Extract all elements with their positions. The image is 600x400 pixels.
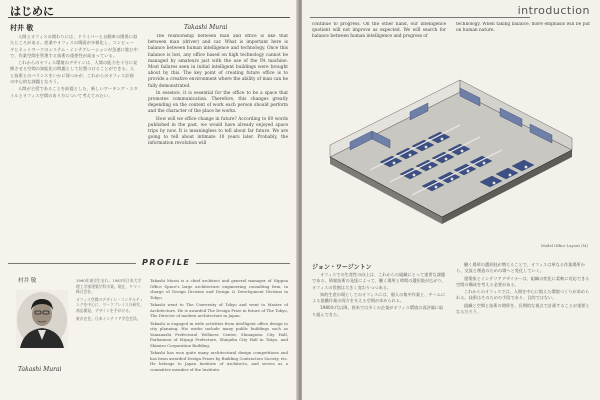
paragraph: 組織と空間と技術の関係を、長期的な視点で計画することが重要となるだろう。 xyxy=(456,302,590,315)
continued-text-a: continue to progress. On the other hand, our intelligence quotient will not improve as expected. We will search for balance between human intelligence and progress of xyxy=(312,22,446,40)
paragraph: 1980年代以降、欧米では多くの企業がオフィス環境の再評価に取り組んできた。 xyxy=(312,305,444,317)
paragraph: オフィスでの生産性の向上は、これからの組織にとって重要な課題である。情報技術の発達によって、働く場所と時間の選択肢が広がり、オフィスの役割は大きく変わりつつある。 xyxy=(312,272,446,290)
title-rule xyxy=(8,17,290,18)
profile-name-ja: 村井 敬 xyxy=(18,278,37,284)
portrait-image xyxy=(16,290,68,348)
author-name-en: Takashi Murai xyxy=(184,24,228,31)
profile-text-en xyxy=(150,278,288,394)
body-column-en xyxy=(148,34,288,250)
author-name-ja: 村井 敬 xyxy=(10,24,34,32)
paragraph: Takashi Murai is a chief architect and general manager of Nippon Office Space's large architecture engineering consulting firm, in charge of Design Division and Design & Development Division in Tokyo. xyxy=(150,278,288,300)
paragraph: 働く場所の選択肢が増えることで、オフィスは単なる作業場所から、交流と創造のための場へと変化していく。 xyxy=(456,262,585,274)
profile-text-ja xyxy=(76,278,144,394)
right-page xyxy=(302,0,600,400)
paragraph: 東京在住。日本インテリア学会会員。 xyxy=(76,315,141,321)
left-page xyxy=(0,0,298,400)
paragraph: How will we office change in future? According to 60 words published in the past, we would have already enjoyed space trips by now. It is meaningless to tell about far future. We are going to tell about intimate 10 years later. Probably, the information revolution will xyxy=(148,116,288,147)
paragraph: これからのオフィス環境のデザインは、人間の能力を十分に発揮させる空間の知能化の問題として位置づけることができる。人と技術とのバランスをいかに保つかが、これからのオフィス計画の中心的な課題となろう。 xyxy=(10,60,138,85)
section-header xyxy=(302,4,600,20)
paragraph: 建築家とインテリアデザイナーは、組織の変化に柔軟に対応できる空間の構成を考える必要がある。 xyxy=(456,275,590,287)
paragraph: The relationship between man and office is like that between man (driver) and car. What is important here is balance between human intelligence and technology. Once this balance is lost, any office based on high technology cannot be managed by amateurs just with the use of the PA machine. Most failures seen in initial intelligent buildings were brought about by this. The key point of creating future office is to provide a creative environment where the ability of man can be fully demonstrated. xyxy=(148,34,288,89)
profile-name-en: Takashi Murai xyxy=(18,366,62,373)
body-column-ja xyxy=(10,34,138,250)
paragraph: Takashi has won quite many architectural design competitions and has been awarded Design Prizes by Building Contractors Society, etc. He belongs to Japan Institute of Architects, and serves as a committee member of the Institute. xyxy=(150,350,288,372)
paragraph: Takashi went to The University of Tokyo and went to Master of Architecture. He is awarded The Design Prize in future of The Tokyo, The Director of modern architecture in Japan. xyxy=(150,302,288,318)
paragraph: 人間とオフィスの関わりには、ドライバーと自動車の関係に似たところがある。産業やオフィスの場面が多様化し、コンピュータとネットワークのシステム・インテグレーションが急速に進む中で、作業空間を管理する技術の重要性が高まっている。 xyxy=(10,34,138,58)
body-column-ja-b xyxy=(456,262,590,400)
paragraph: In essence, it is essential for the office to be a space that promotes communication. Therefore, this changes greatly depending on the content of work each person should perform and the character of the place he works. xyxy=(148,90,288,115)
article-author-ja: ジョン・ワージントン xyxy=(312,264,372,271)
figure-caption: Model Office Layout (M) xyxy=(540,243,588,248)
section-title: introduction xyxy=(517,4,590,17)
page-title: はじめに xyxy=(10,5,54,18)
continued-text-b: technology. When taking balance, more emphasis will be put on human nature. xyxy=(456,22,590,34)
isometric-office-model xyxy=(310,62,592,240)
paragraph: オフィス空間のデザイン・コンサルティングを中心に、ワークプレイスの研究、商品開発、デザインを手がける。 xyxy=(76,296,144,313)
paragraph: Takashi is engaged in wide activities from intelligent office design to city planning. His works include many public buildings such as Yamanashi Prefectural Wellness Center, Shinagawa City Hall, Parliament of Miyagi Prefecture, Shinjuku City Hall in Tokyo, and Shimizu Corporation Building. xyxy=(150,320,288,348)
profile-heading: PROFILE xyxy=(136,258,196,267)
office-layout-figure xyxy=(310,62,592,240)
header-rule xyxy=(310,17,530,18)
paragraph: 1960年東京生まれ。1983年日本大学理工学部建築学科卒業。現在、ヤマハ株式会社。 xyxy=(76,278,142,295)
profile-divider xyxy=(8,258,290,268)
paragraph: 知的生産の場としてのオフィスには、個人の集中作業と、チームによる協働作業の両方を支える空間が求められる。 xyxy=(312,291,446,304)
author-portrait xyxy=(16,290,68,348)
body-column-ja-a xyxy=(312,272,446,400)
paragraph: これからのオフィスでは、人間を中心に据えた環境づくりが求められる。技術はそのための手段であり、目的ではない。 xyxy=(456,289,590,301)
paragraph: 人間が主役であることを前提とした、新しいワーキング・スタイルとオフィス空間のあり方について考えてみたい。 xyxy=(10,86,138,98)
